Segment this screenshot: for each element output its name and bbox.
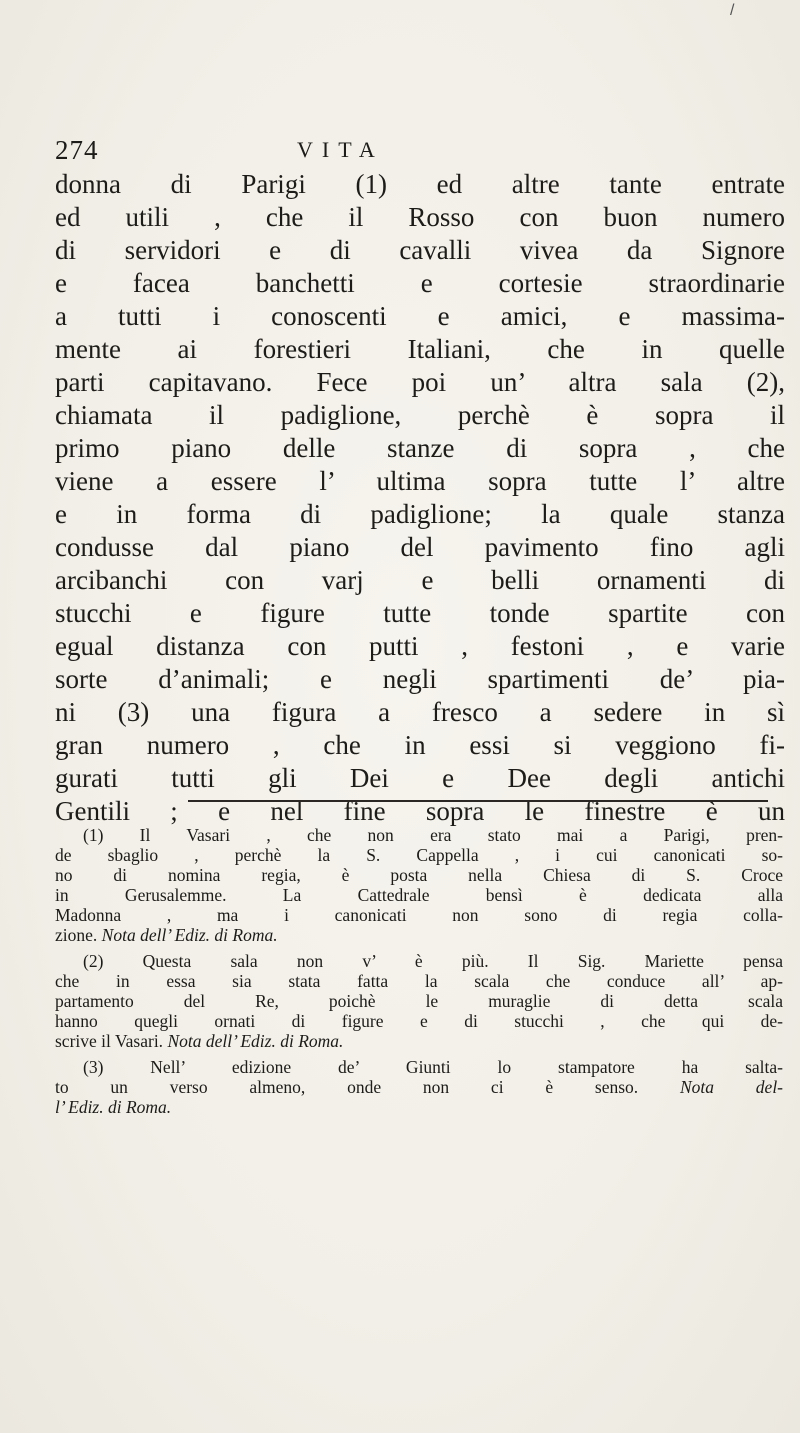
text-line: gran numero , che in essi si veggiono fi- [55, 730, 785, 760]
text-line: mente ai forestieri Italiani, che in quelle [55, 334, 785, 364]
footnote-line: (2) Questa sala non v’ è più. Il Sig. Mariette pensa [83, 951, 783, 971]
footnote-line: che in essa sia stata fatta la scala che conduce all’ ap- [55, 971, 783, 991]
footnote-line: de sbaglio , perchè la S. Cappella , i cui canonicati so- [55, 845, 783, 865]
text-line: egual distanza con putti , festoni , e varie [55, 631, 785, 661]
text-line: chiamata il padiglione, perchè è sopra il [55, 400, 785, 430]
footnote-2 [55, 951, 783, 1051]
footnote-line: (3) Nell’ edizione de’ Giunti lo stampatore ha salta- [83, 1057, 783, 1077]
footnote-line: no di nomina regia, è posta nella Chiesa di S. Croce [55, 865, 783, 885]
footnote-1 [55, 825, 783, 945]
corner-mark: / [730, 2, 735, 19]
text-line: e in forma di padiglione; la quale stanza [55, 499, 785, 529]
footnote-text: scrive il Vasari. [55, 1031, 164, 1051]
editorial-note-ref: Nota del- [679, 1077, 784, 1097]
footnote-line [55, 1077, 783, 1097]
footnote-line: Madonna , ma i canonicati non sono di regia colla- [55, 905, 783, 925]
text-line: donna di Parigi (1) ed altre tante entrate [55, 169, 785, 199]
text-line: ed utili , che il Rosso con buon numero [55, 202, 785, 232]
text-line: di servidori e di cavalli vivea da Signore [55, 235, 785, 265]
footnotes [55, 825, 783, 1117]
footnote-line [55, 925, 783, 945]
footnote-line: in Gerusalemme. La Cattedrale bensì è dedicata alla [55, 885, 783, 905]
footnote-3 [55, 1057, 783, 1117]
text-line: condusse dal piano del pavimento fino agli [55, 532, 785, 562]
text-line: viene a essere l’ ultima sopra tutte l’ altre [55, 466, 785, 496]
editorial-note-ref: l’ Ediz. di Roma. [55, 1097, 172, 1117]
page-number: 274 [55, 135, 99, 165]
footnote-line: partamento del Re, poichè le muraglie di detta scala [55, 991, 783, 1011]
text-line: sorte d’animali; e negli spartimenti de’ pia- [55, 664, 785, 694]
footnote-text: to un verso almeno, onde non ci è senso. [55, 1077, 639, 1097]
editorial-note-ref: Nota dell’ Ediz. di Roma. [101, 925, 278, 945]
text-line: primo piano delle stanze di sopra , che [55, 433, 785, 463]
footnote-line: (1) Il Vasari , che non era stato mai a Parigi, pren- [83, 825, 783, 845]
text-line: ni (3) una figura a fresco a sedere in sì [55, 697, 785, 727]
footnote-line: hanno quegli ornati di figure e di stucchi , che qui de- [55, 1011, 783, 1031]
editorial-note-ref: Nota dell’ Ediz. di Roma. [167, 1031, 344, 1051]
text-line: e facea banchetti e cortesie straordinarie [55, 268, 785, 298]
text-line: parti capitavano. Fece poi un’ altra sala (2), [55, 367, 785, 397]
footnote-text: zione. [55, 925, 98, 945]
footnote-line [55, 1031, 783, 1051]
text-line: Gentili ; e nel fine sopra le finestre è un [55, 796, 785, 826]
main-text [55, 168, 785, 828]
footnote-rule [188, 800, 768, 802]
running-title: VITA [297, 137, 384, 162]
text-line: gurati tutti gli Dei e Dee degli antichi [55, 763, 785, 793]
text-line: arcibanchi con varj e belli ornamenti di [55, 565, 785, 595]
text-line: stucchi e figure tutte tonde spartite con [55, 598, 785, 628]
text-line: a tutti i conoscenti e amici, e massima- [55, 301, 785, 331]
